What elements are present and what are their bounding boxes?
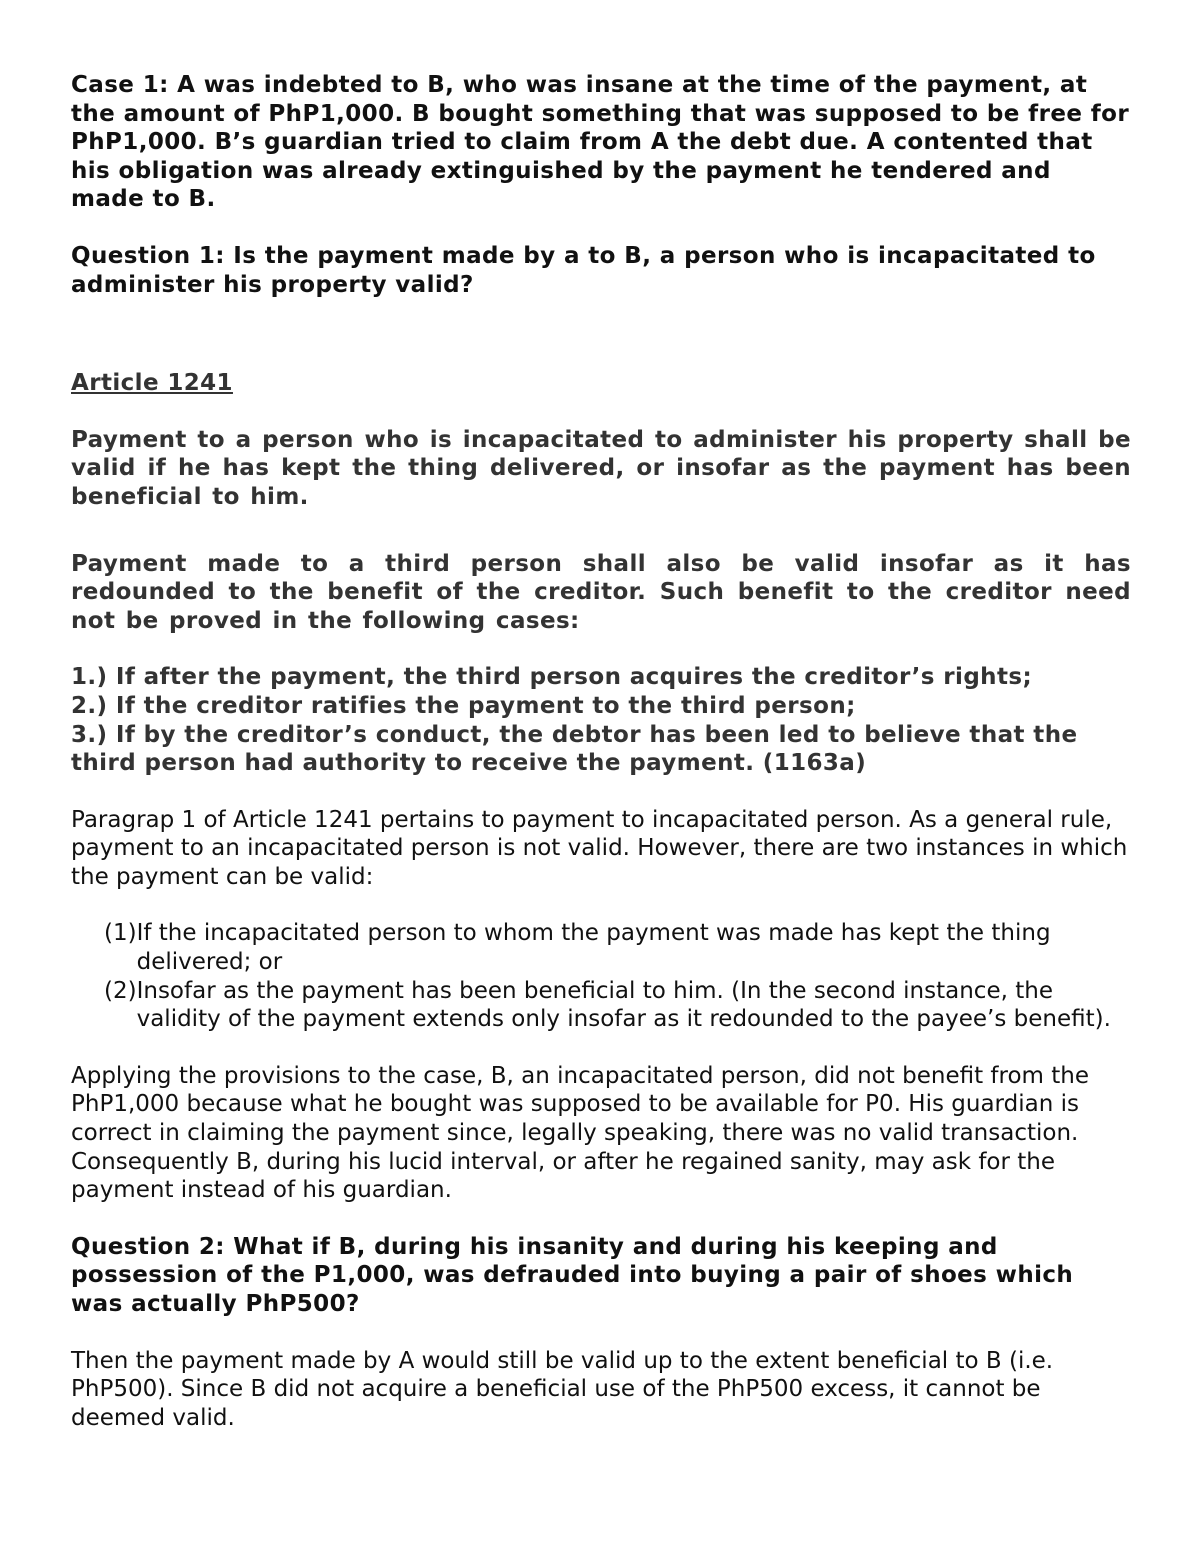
document-page [71,71,1131,1432]
application-paragraph: Applying the provisions to the case, B, an incapacitated person, did not benefit from the PhP1,000 because what he bought was supposed to be available for P0. His guardian is correct in claiming the payment since, legally speaking, there was no valid transaction. Consequently B, during his lucid interval, or after he regained sanity, may ask for the payment instead of his guardian. [71,1062,1089,1204]
answer-2-paragraph: Then the payment made by A would still be valid up to the extent beneficial to B (i.e. PhP500). Since B did not acquire a beneficial use of the PhP500 excess, it cannot be deemed valid. [71,1347,1054,1431]
article-case-item: 1.) If after the payment, the third person acquires the creditor’s rights; [71,664,1033,691]
list-item [104,977,1131,1034]
list-item-number: (2) [104,977,137,1004]
question-1: Question 1: Is the payment made by a to B, a person who is incapacitated to administer his property valid? [71,242,1096,298]
question-2: Question 2: What if B, during his insanity and during his keeping and possession of the P1,000, was defrauded into buying a pair of shoes which was actually PhP500? [71,1233,1074,1317]
case-1-paragraph: Case 1: A was indebted to B, who was insane at the time of the payment, at the amount of PhP1,000. B bought something that was supposed to be free for PhP1,000. B’s guardian tried to claim from A the debt due. A contented that his obligation was already extinguished by the payment he tendered and made to B. [71,72,1130,213]
article-heading: Article 1241 [71,370,233,397]
article-case-item: 3.) If by the creditor’s conduct, the debtor has been led to believe that the third person had authority to receive the payment. (1163a) [71,721,1078,777]
list-item-number: (1) [104,920,137,947]
article-cases-list [71,663,1131,777]
article-paragraph-2: Payment made to a third person shall also be valid insofar as it has redounded to the benefit of the creditor. Such benefit to the creditor need not be proved in the following cases: [71,550,1131,634]
instances-list [104,919,1131,1033]
explanation-intro: Paragrap 1 of Article 1241 pertains to payment to incapacitated person. As a general rule, payment to an incapacitated person is not valid. However, there are two instances in which the payment can be valid: [71,806,1128,890]
list-item-text: If the incapacitated person to whom the payment was made has kept the thing delivered; or [136,920,1051,976]
list-item [104,919,1131,976]
article-case-item: 2.) If the creditor ratifies the payment to the third person; [71,692,856,719]
list-item-text: Insofar as the payment has been beneficial to him. (In the second instance, the validity of the payment extends only insofar as it redounded to the payee’s benefit). [136,977,1111,1033]
article-paragraph-1: Payment to a person who is incapacitated to administer his property shall be valid if he has kept the thing delivered, or insofar as the payment has been beneficial to him. [71,426,1131,510]
